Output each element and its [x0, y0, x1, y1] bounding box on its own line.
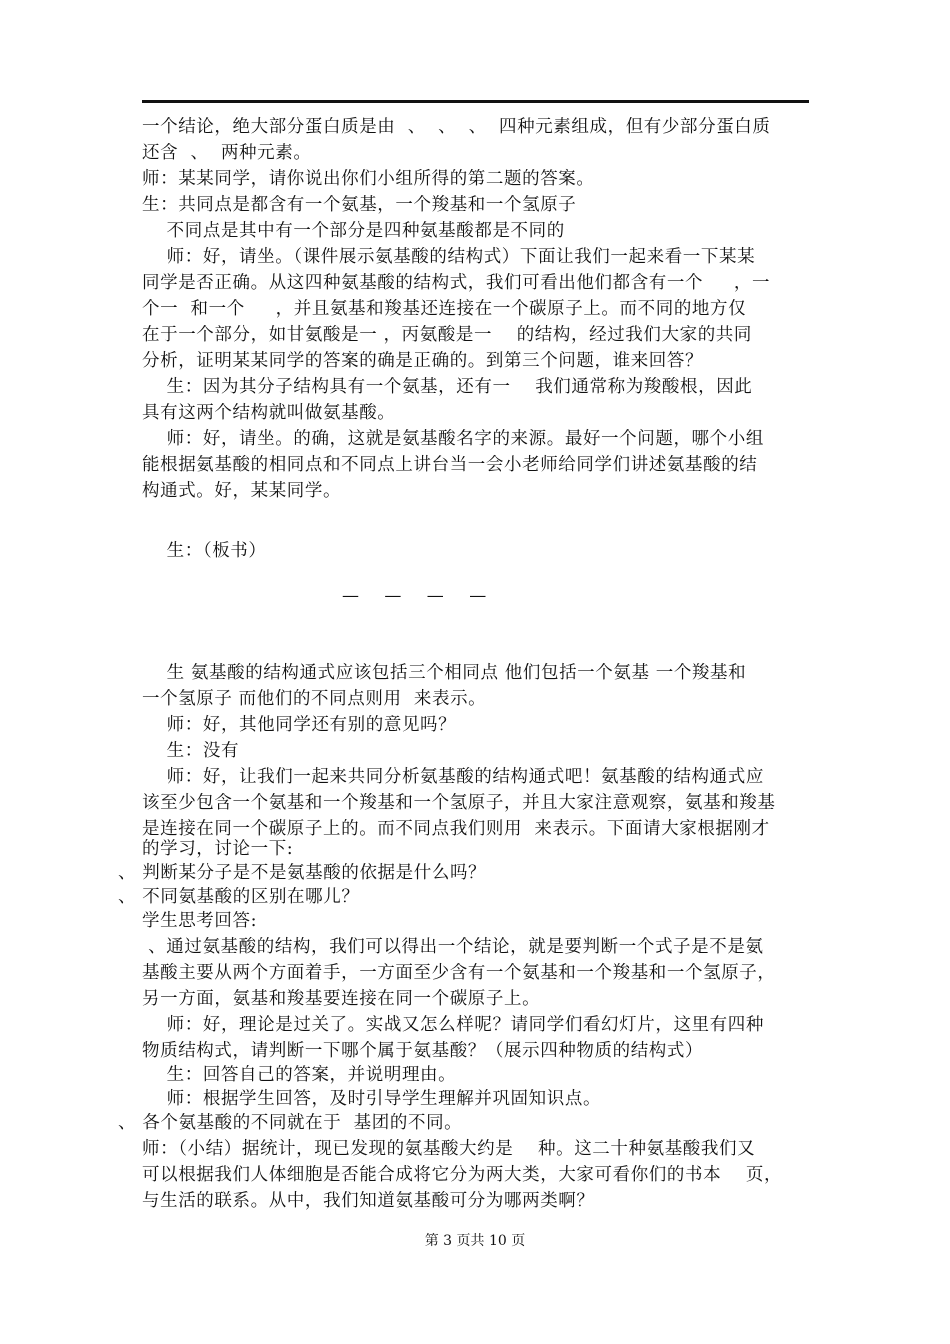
text-line: 是连接在同一个碳原子上的。而不同点我们则用 来表示。下面请大家根据刚才 — [142, 819, 770, 839]
text-line: 生：（板书） — [142, 541, 267, 561]
text-line: 与生活的联系。从中，我们知道氨基酸可分为哪两类啊？ — [142, 1191, 595, 1211]
text-line: 生：没有 — [142, 741, 240, 761]
text-line: 生 氨基酸的结构通式应该包括三个相同点 他们包括一个氨基 一个羧基和 — [142, 663, 747, 683]
text-line: 、通过氨基酸的结构，我们可以得出一个结论，就是要判断一个式子是不是氨 — [142, 937, 764, 957]
page-footer: 第 3 页共 10 页 — [424, 1233, 526, 1249]
text-line: 师：某某同学，请你说出你们小组所得的第二题的答案。 — [142, 169, 595, 189]
text-line: 师：好，请坐。（课件展示氨基酸的结构式）下面让我们一起来看一下某某 — [142, 247, 756, 267]
text-line: 物质结构式，请判断一下哪个属于氨基酸？（展示四种物质的结构式） — [142, 1041, 704, 1061]
text-line: 能根据氨基酸的相同点和不同点上讲台当一会小老师给同学们讲述氨基酸的结 — [142, 455, 758, 475]
text-line: 师：（小结）据统计，现已发现的氨基酸大约是 种。这二十种氨基酸我们又 — [142, 1139, 756, 1159]
structure-placeholder-dashes: — — — — — [342, 586, 497, 606]
text-line: 具有这两个结构就叫做氨基酸。 — [142, 403, 396, 423]
text-line: 构通式。好，某某同学。 — [142, 481, 342, 501]
text-line: 另一方面，氨基和羧基要连接在同一个碳原子上。 — [142, 989, 541, 1009]
text-line: 一个氢原子 而他们的不同点则用 来表示。 — [142, 689, 487, 709]
text-line: 、 不同氨基酸的区别在哪儿？ — [118, 887, 360, 907]
text-line: 师：根据学生回答，及时引导学生理解并巩固知识点。 — [142, 1089, 602, 1109]
text-line: 基酸主要从两个方面着手，一方面至少含有一个氨基和一个羧基和一个氢原子， — [142, 963, 776, 983]
text-line: 的学习，讨论一下: — [142, 839, 294, 859]
text-line: 一个结论，绝大部分蛋白质是由 、 、 、 四种元素组成，但有少部分蛋白质 — [142, 117, 771, 137]
text-line: 在于一个部分，如甘氨酸是一 ，丙氨酸是一 的结构，经过我们大家的共同 — [142, 325, 753, 345]
text-line: 还含 、 两种元素。 — [142, 143, 312, 163]
text-line: 生：因为其分子结构具有一个氨基，还有一 我们通常称为羧酸根，因此 — [142, 377, 753, 397]
text-line: 学生思考回答: — [142, 911, 258, 931]
text-line: 分析，证明某某同学的答案的确是正确的。到第三个问题，谁来回答？ — [142, 351, 704, 371]
text-line: 师：好，请坐。的确，这就是氨基酸名字的来源。最好一个问题，哪个小组 — [142, 429, 764, 449]
text-line: 、 各个氨基酸的不同就在于 基团的不同。 — [118, 1113, 463, 1133]
text-line: 可以根据我们人体细胞是否能合成将它分为两大类，大家可看你们的书本 页， — [142, 1165, 783, 1185]
text-line: 生：共同点是都含有一个氨基，一个羧基和一个氢原子 — [142, 195, 577, 215]
text-line: 个一 和一个 ，并且氨基和羧基还连接在一个碳原子上。而不同的地方仅 — [142, 299, 747, 319]
text-line: 师：好，让我们一起来共同分析氨基酸的结构通式吧！氨基酸的结构通式应 — [142, 767, 764, 787]
text-line: 同学是否正确。从这四种氨基酸的结构式，我们可看出他们都含有一个 ，一 — [142, 273, 771, 293]
text-line: 师：好，其他同学还有别的意见吗？ — [142, 715, 457, 735]
text-line: 、 判断某分子是不是氨基酸的依据是什么吗？ — [118, 863, 487, 883]
text-line: 生：回答自己的答案，并说明理由。 — [142, 1065, 457, 1085]
header-rule — [142, 100, 809, 103]
text-line: 不同点是其中有一个部分是四种氨基酸都是不同的 — [142, 221, 565, 241]
text-line: 该至少包含一个氨基和一个羧基和一个氢原子，并且大家注意观察，氨基和羧基 — [142, 793, 776, 813]
text-line: 师：好，理论是过关了。实战又怎么样呢？请同学们看幻灯片，这里有四种 — [142, 1015, 764, 1035]
